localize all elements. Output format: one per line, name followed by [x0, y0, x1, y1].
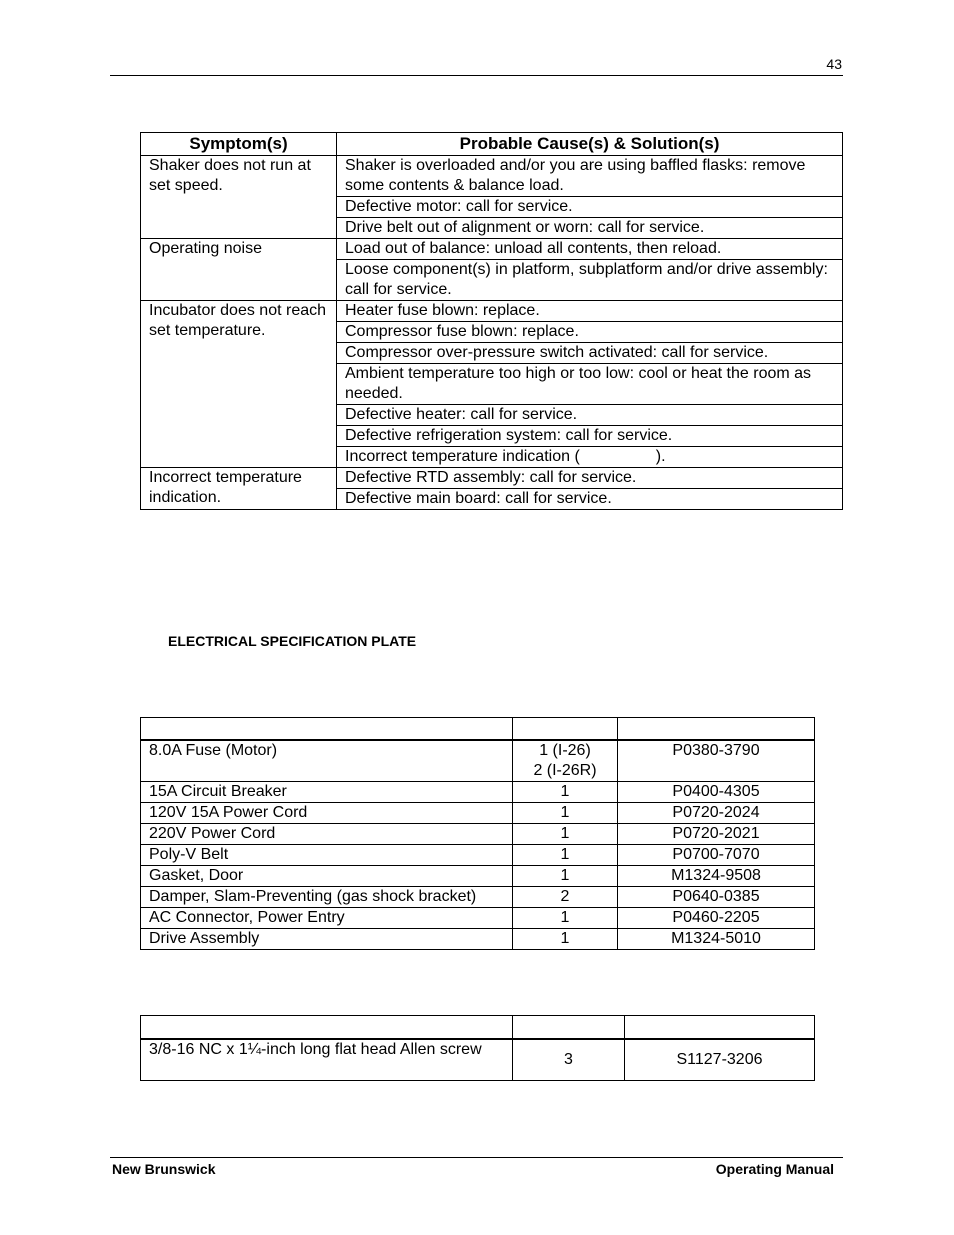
part-number-cell: M1324-5010	[618, 929, 815, 950]
description-cell: 120V 15A Power Cord	[141, 803, 513, 824]
quantity-cell: 1	[513, 782, 618, 803]
page-number: 43	[826, 56, 842, 72]
header-cell	[141, 718, 513, 741]
part-number-cell: P0640-0385	[618, 887, 815, 908]
description-cell: 3/8-16 NC x 1¼-inch long flat head Allen screw	[141, 1039, 513, 1081]
symptom-column-header: Symptom(s)	[141, 133, 337, 156]
cause-cell: Defective RTD assembly: call for service.	[337, 468, 843, 489]
cause-text: Incorrect temperature indication (	[345, 448, 580, 465]
quantity-cell: 2	[513, 887, 618, 908]
cause-cell: Ambient temperature too high or too low: cool or heat the room as needed.	[337, 364, 843, 405]
quantity-cell: 1	[513, 845, 618, 866]
cause-cell: Defective motor: call for service.	[337, 197, 843, 218]
quantity-cell: 1	[513, 803, 618, 824]
table-row	[141, 803, 815, 824]
quantity-cell: 3	[513, 1039, 625, 1081]
description-cell: 15A Circuit Breaker	[141, 782, 513, 803]
part-number-cell: P0460-2205	[618, 908, 815, 929]
part-number-cell: P0720-2024	[618, 803, 815, 824]
table-row	[141, 1039, 815, 1081]
part-number-cell: P0700-7070	[618, 845, 815, 866]
description-cell: Poly-V Belt	[141, 845, 513, 866]
cause-cell: Shaker is overloaded and/or you are using baffled flasks: remove some contents & balance load.	[337, 156, 843, 197]
cause-cell: Heater fuse blown: replace.	[337, 301, 843, 322]
table-row	[141, 468, 843, 489]
table-row	[141, 156, 843, 197]
description-cell: Drive Assembly	[141, 929, 513, 950]
table-row	[141, 301, 843, 322]
table-row	[141, 239, 843, 260]
cause-cell: Defective refrigeration system: call for service.	[337, 426, 843, 447]
quantity-cell: 1	[513, 866, 618, 887]
quantity-line: 2 (I-26R)	[533, 762, 597, 779]
parts-table	[140, 717, 815, 950]
cause-cell: Defective main board: call for service.	[337, 489, 843, 510]
table-row	[141, 929, 815, 950]
header-cell	[513, 1016, 625, 1040]
symptom-cell: Incubator does not reach set temperature.	[141, 301, 337, 468]
cause-suffix: ).	[655, 448, 666, 465]
description-cell: 220V Power Cord	[141, 824, 513, 845]
quantity-cell: 1	[513, 929, 618, 950]
symptom-cell: Shaker does not run at set speed.	[141, 156, 337, 239]
part-number-cell: P0380-3790	[618, 740, 815, 782]
cause-cell: Compressor over-pressure switch activated: call for service.	[337, 343, 843, 364]
header-cell	[618, 718, 815, 741]
part-number-cell: P0720-2021	[618, 824, 815, 845]
table-row	[141, 782, 815, 803]
cause-cell: Defective heater: call for service.	[337, 405, 843, 426]
part-number-cell: S1127-3206	[625, 1039, 815, 1081]
header-cell	[625, 1016, 815, 1040]
quantity-cell: 1	[513, 908, 618, 929]
cause-cell: Load out of balance: unload all contents, then reload.	[337, 239, 843, 260]
hardware-table	[140, 1015, 815, 1081]
table-row	[141, 887, 815, 908]
description-cell: Damper, Slam-Preventing (gas shock bracket)	[141, 887, 513, 908]
cause-cell: Loose component(s) in platform, subplatform and/or drive assembly: call for service.	[337, 260, 843, 301]
table-row	[141, 908, 815, 929]
description-cell: Gasket, Door	[141, 866, 513, 887]
table-row	[141, 866, 815, 887]
cause-cell	[337, 447, 843, 468]
troubleshooting-table	[140, 132, 843, 510]
description-cell: AC Connector, Power Entry	[141, 908, 513, 929]
parts-header-row	[141, 718, 815, 741]
footer-company: New Brunswick	[112, 1161, 216, 1177]
footer-manual-title: Operating Manual	[715, 1161, 834, 1177]
description-cell: 8.0A Fuse (Motor)	[141, 740, 513, 782]
header-rule	[110, 75, 843, 76]
quantity-line: 1 (I-26)	[539, 742, 591, 759]
header-cell	[141, 1016, 513, 1040]
part-number-cell: M1324-9508	[618, 866, 815, 887]
header-cell	[513, 718, 618, 741]
footer-rule	[110, 1157, 843, 1158]
cause-cell: Compressor fuse blown: replace.	[337, 322, 843, 343]
cause-column-header: Probable Cause(s) & Solution(s)	[337, 133, 843, 156]
electrical-spec-heading: ELECTRICAL SPECIFICATION PLATE	[168, 633, 417, 649]
table-row	[141, 740, 815, 782]
hardware-header-row	[141, 1016, 815, 1040]
table-row	[141, 824, 815, 845]
cause-cell: Drive belt out of alignment or worn: call for service.	[337, 218, 843, 239]
symptom-cell: Operating noise	[141, 239, 337, 301]
troubleshooting-header-row	[141, 133, 843, 156]
symptom-cell: Incorrect temperature indication.	[141, 468, 337, 510]
quantity-cell	[513, 740, 618, 782]
quantity-cell: 1	[513, 824, 618, 845]
part-number-cell: P0400-4305	[618, 782, 815, 803]
table-row	[141, 845, 815, 866]
